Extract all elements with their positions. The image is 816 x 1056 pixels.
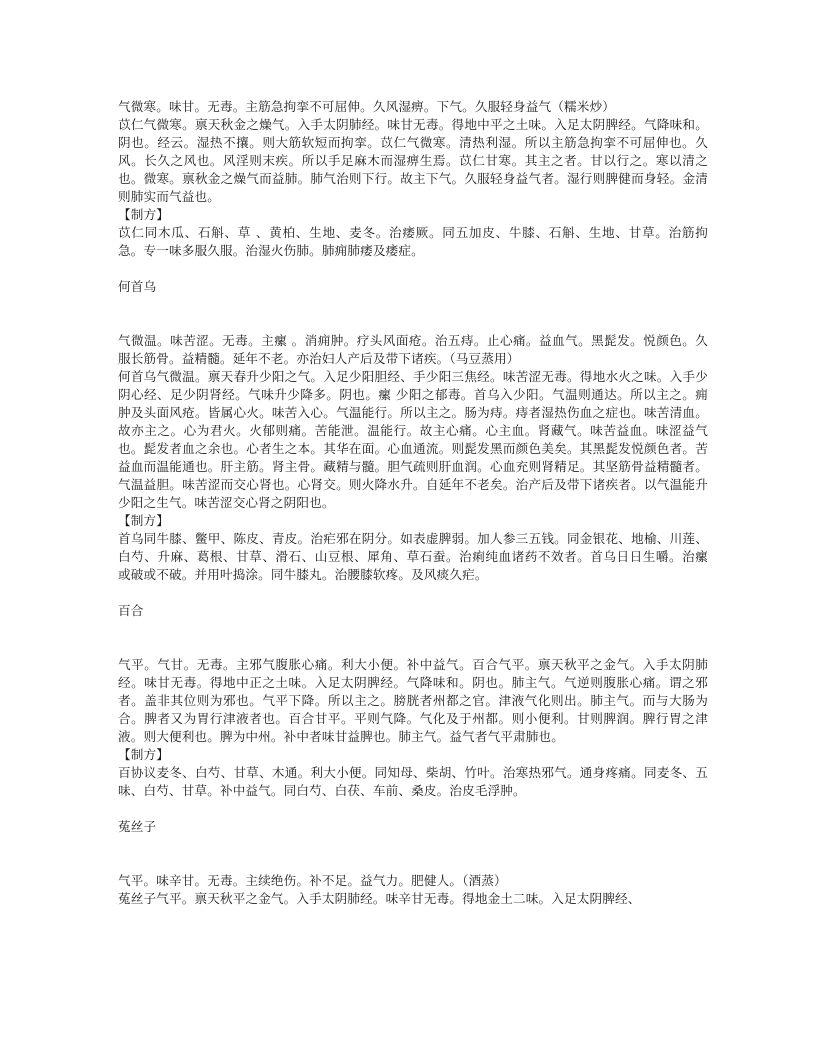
entry-tusizi <box>118 818 708 908</box>
entry-summary: 气微寒。味甘。无毒。主筋急拘挛不可屈伸。久风湿痹。下气。久服轻身益气（糯米炒） <box>118 99 616 114</box>
formula-label: 【制方】 <box>118 513 169 528</box>
formula-text: 苡仁同木瓜、石斛、草 、黄柏、生地、麦冬。治痿厥。同五加皮、牛膝、石斛、生地、甘草。治筋拘急。专一味多服久服。治湿火伤肺。肺痈肺痿及痿症。 <box>118 225 708 258</box>
formula-text: 百协议麦冬、白芍、甘草、木通。利大小便。同知母、柴胡、竹叶。治寒热邪气。通身疼痛。同麦冬、五味、白芍、甘草。补中益气。同白芍、白茯、车前、桑皮。治皮毛浮肿。 <box>118 765 708 798</box>
entry-commentary: 苡仁气微寒。禀天秋金之燥气。入手太阴肺经。味甘无毒。得地中平之土味。入足太阴脾经。气降味和。阴也。经云。湿热不攘。则大筋软短而拘挛。苡仁气微寒。清热利湿。所以主筋急拘挛不可屈伸也。久风。长久之风也。风淫则末疾。所以手足麻木而湿痹生焉。苡仁甘寒。其主之者。甘以行之。寒以清之也。微寒。禀秋金之燥气而益肺。肺气治则下行。故主下气。久服轻身益气者。湿行则脾健而身轻。金清则肺实而气益也。 <box>118 117 708 204</box>
entry-baihe <box>118 602 708 800</box>
formula-label: 【制方】 <box>118 207 169 222</box>
entry-commentary: 菟丝子气平。禀天秋平之金气。入手太阴肺经。味辛甘无毒。得地金土二味。入足太阴脾经、 <box>118 891 641 906</box>
entry-yiyiren <box>118 98 708 260</box>
entry-summary: 气微温。味苦涩。无毒。主瘰 。消痈肿。疗头风面疮。治五痔。止心痛。益血气。黑髭发。悦颜色。久服长筋骨。益精髓。延年不老。亦治妇人产后及带下诸疾。（马豆蒸用） <box>118 333 708 366</box>
document-page <box>118 98 708 908</box>
formula-label: 【制方】 <box>118 747 169 762</box>
entry-commentary: 何首乌气微温。禀天春升少阳之气。入足少阳胆经、手少阳三焦经。味苦涩无毒。得地水火之味。入手少阴心经、足少阴肾经。气味升少降多。阴也。瘰 少阳之郁毒。首乌入少阳。气温则通达。所以主之。痈肿及头面风疮。皆属心火。味苦入心。气温能行。所以主之。肠为痔。痔者湿热伤血之症也。味苦清血。故亦主之。心为君火。火郁则痛。苦能泄。温能行。故主心痛。心主血。肾藏气。味苦益血。味涩益气也。髭发者血之余也。心者生之本。其华在面。心血通流。则髭发黑而颜色美矣。其黑髭发悦颜色者。苦益血而温能通也。肝主筋。肾主骨。藏精与髓。胆气疏则肝血润。心血充则肾精足。其坚筋骨益精髓者。气温益胆。味苦涩而交心肾也。心肾交。则火降水升。自延年不老矣。治产后及带下诸疾者。以气温能升少阳之生气。味苦涩交心肾之阴阳也。 <box>118 369 708 510</box>
entry-summary: 气平。味辛甘。无毒。主续绝伤。补不足。益气力。肥健人。（酒蒸） <box>118 873 507 888</box>
entry-heading: 何首乌 <box>118 279 157 294</box>
entry-heading: 百合 <box>118 603 144 618</box>
formula-text: 首乌同牛膝、鳖甲、陈皮、青皮。治疟邪在阴分。如表虚脾弱。加人参三五钱。同金银花、地榆、川莲、白芍、升麻、葛根、甘草、滑石、山豆根、犀角、草石蚕。治痢纯血诸药不效者。首乌日日生嚼。治瘰 或破或不破。并用叶捣涂。同牛膝丸。治腰膝软疼。及风痰久疟。 <box>118 531 708 582</box>
entry-heading: 菟丝子 <box>118 819 157 834</box>
entry-commentary: 气平。气甘。无毒。主邪气腹胀心痛。利大小便。补中益气。百合气平。禀天秋平之金气。入手太阴肺经。味甘无毒。得地中正之土味。入足太阴脾经。气降味和。阴也。肺主气。气逆则腹胀心痛。谓之邪者。盖非其位则为邪也。气平下降。所以主之。膀胱者州都之官。津液气化则出。肺主气。而与大肠为合。脾者又为胃行津液者也。百合甘平。平则气降。气化及于州都。则小便利。甘则脾润。脾行胃之津液。则大便利也。脾为中州。补中者味甘益脾也。肺主气。益气者气平肃肺也。 <box>118 657 708 744</box>
entry-heshouwu <box>118 278 708 584</box>
